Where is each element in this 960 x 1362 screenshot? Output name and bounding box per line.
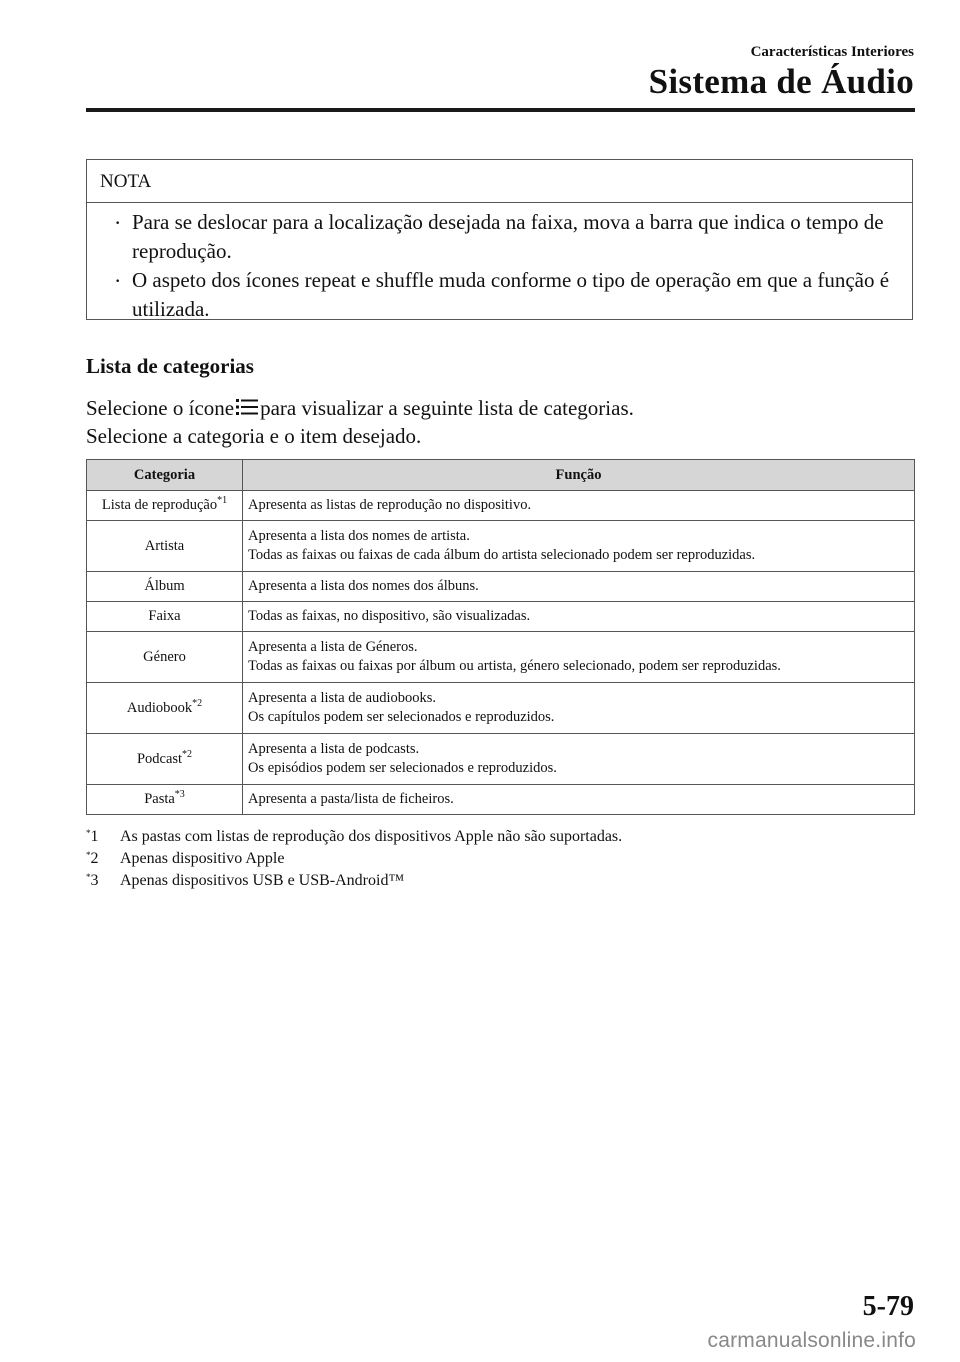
bullet-icon: · [114,210,122,235]
note-item [87,208,912,266]
column-header-function: Função [243,460,915,491]
category-cell [87,602,243,632]
function-line: Os episódios podem ser selecionados e reproduzidos. [248,760,557,776]
note-item [87,266,912,324]
table-row [87,683,915,734]
function-line: Apresenta as listas de reprodução no dispositivo. [248,497,532,513]
function-cell [243,521,915,572]
function-line: Apresenta a lista de podcasts. [248,741,420,757]
category-name: Pasta [144,791,175,807]
function-cell [243,602,915,632]
footnote-text: As pastas com listas de reprodução dos dispositivos Apple não são suportadas. [120,828,623,845]
watermark: carmanualsonline.info [707,1329,916,1352]
note-box [86,159,913,320]
function-line: Todas as faixas, no dispositivo, são visualizadas. [248,608,531,624]
function-line: Os capítulos podem ser selecionados e reproduzidos. [248,709,555,725]
function-cell [243,734,915,785]
function-line: Todas as faixas ou faixas de cada álbum do artista selecionado podem ser reproduzidas. [248,547,756,563]
function-line: Apresenta a lista dos nomes de artista. [248,528,470,544]
table-row [87,491,915,521]
footnote-number: *3 [86,872,99,889]
footnote-mark: *2 [192,697,203,709]
table-row [87,734,915,785]
table-row [87,602,915,632]
table-row [87,572,915,602]
table-row [87,632,915,683]
function-line: Apresenta a lista dos nomes dos álbuns. [248,578,479,594]
bullet-icon: · [114,268,122,293]
instruction-text-end: para visualizar a seguinte lista de categorias. [260,396,634,420]
category-cell [87,734,243,785]
instruction-line-1 [86,394,634,422]
category-cell [87,683,243,734]
footnote-number: *2 [86,850,99,867]
footnote-mark: *3 [174,789,185,800]
category-name: Audiobook [126,699,193,716]
category-cell [87,491,243,521]
page-number: 5-79 [862,1291,914,1322]
function-cell [243,632,915,683]
footnote-text: Apenas dispositivos USB e USB-Android™ [120,872,405,889]
category-cell [87,572,243,602]
category-name: Faixa [148,608,181,624]
instruction-text-start: Selecione o ícone [86,396,235,420]
category-cell [87,521,243,572]
function-cell [243,785,915,815]
category-table [86,459,915,815]
note-item-text: Para se deslocar para a localização desejada na faixa, mova a barra que indica o tempo de reprodução. [132,210,884,263]
function-line: Apresenta a lista de audiobooks. [248,690,437,706]
table-row [87,785,915,815]
instruction-line-2: Selecione a categoria e o item desejado. [86,424,422,448]
section-title: Características Interiores [750,44,914,60]
category-name: Artista [144,537,185,554]
list-icon [236,398,258,416]
function-cell [243,683,915,734]
function-line: Apresenta a pasta/lista de ficheiros. [248,791,454,807]
note-item-text: O aspeto dos ícones repeat e shuffle muda conforme o tipo de operação em que a função é utilizada. [132,268,890,321]
table-row [87,521,915,572]
category-cell [87,785,243,815]
footnote-mark: *1 [217,495,228,506]
function-cell [243,491,915,521]
category-name: Podcast [136,750,183,767]
header-divider [86,108,915,112]
footnote-number: *1 [86,828,99,845]
category-name: Lista de reprodução [101,497,218,513]
list-heading: Lista de categorias [86,354,254,378]
note-list [87,203,912,324]
table-header-row [87,460,915,491]
function-cell [243,572,915,602]
note-title: NOTA [87,160,912,203]
function-line: Apresenta a lista de Géneros. [248,639,418,655]
function-line: Todas as faixas ou faixas por álbum ou artista, género selecionado, podem ser reproduzidas. [248,658,781,674]
category-name: Álbum [144,578,185,594]
column-header-category: Categoria [87,460,243,491]
chapter-title: Sistema de Áudio [648,62,914,101]
category-cell [87,632,243,683]
category-name: Género [143,648,186,665]
footnote-mark: *2 [182,748,193,760]
footnote-text: Apenas dispositivo Apple [120,850,285,867]
